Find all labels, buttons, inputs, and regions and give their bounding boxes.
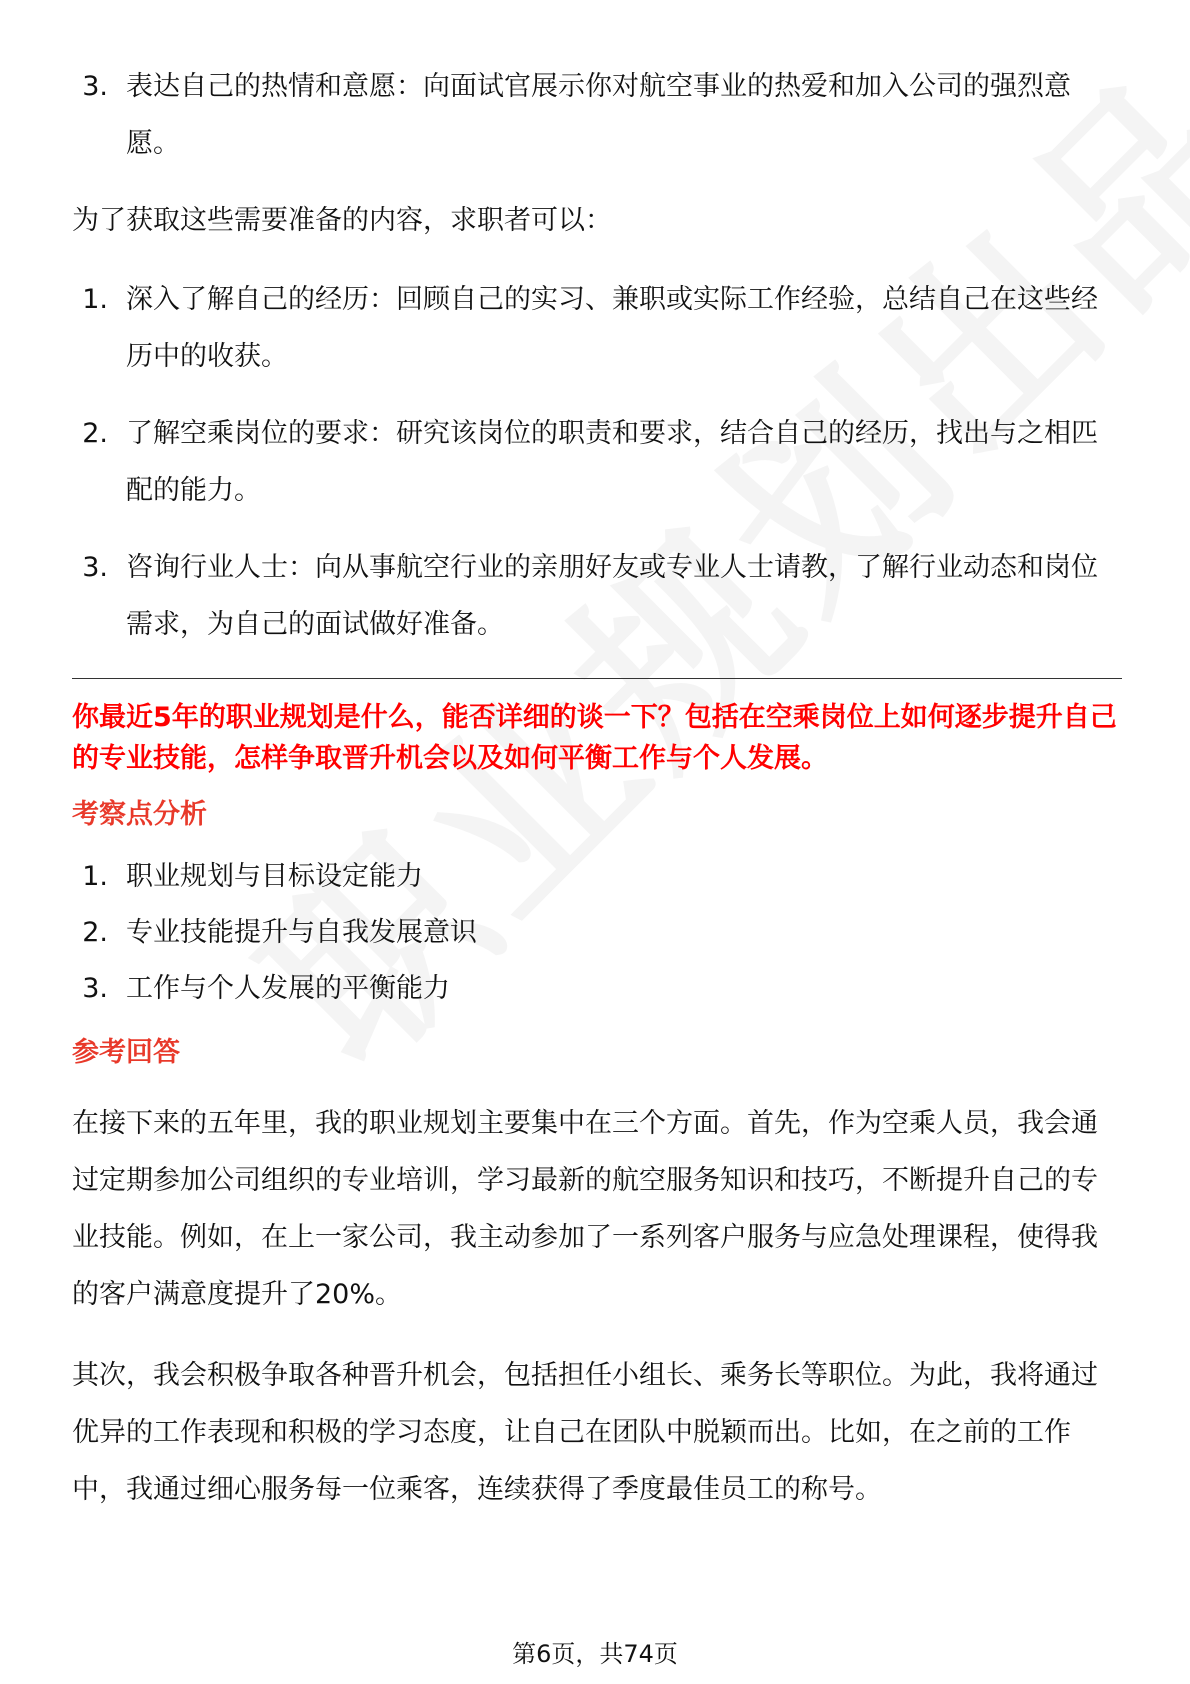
list-item bbox=[72, 271, 1122, 385]
list-item bbox=[72, 905, 1122, 961]
list-number: 2. bbox=[82, 917, 108, 948]
answer-paragraph: 其次，我会积极争取各种晋升机会，包括担任小组长、乘务长等职位。为此，我将通过优异的工作表现和积极的学习态度，让自己在团队中脱颖而出。比如，在之前的工作中，我通过细心服务每一位乘客，连续获得了季度最佳员工的称号。 bbox=[72, 1360, 1098, 1505]
list-item bbox=[72, 539, 1122, 653]
list-item bbox=[72, 405, 1122, 519]
intro-list bbox=[72, 58, 1122, 172]
list-item bbox=[72, 849, 1122, 905]
prep-intro: 为了获取这些需要准备的内容，求职者可以： bbox=[72, 205, 612, 236]
list-text: 咨询行业人士：向从事航空行业的亲朋好友或专业人士请教，了解行业动态和岗位需求，为自己的面试做好准备。 bbox=[126, 552, 1098, 640]
analysis-list bbox=[72, 849, 1122, 1017]
question-heading: 你最近5年的职业规划是什么，能否详细的谈一下？包括在空乘岗位上如何逐步提升自己的专业技能，怎样争取晋升机会以及如何平衡工作与个人发展。 bbox=[72, 702, 1117, 774]
list-number: 3. bbox=[82, 552, 108, 583]
divider bbox=[72, 678, 1122, 679]
list-number: 3. bbox=[82, 71, 108, 102]
list-item bbox=[72, 961, 1122, 1017]
list-text: 职业规划与目标设定能力 bbox=[126, 861, 423, 892]
list-number: 1. bbox=[82, 861, 108, 892]
list-item bbox=[72, 58, 1122, 172]
list-number: 3. bbox=[82, 973, 108, 1004]
list-text: 表达自己的热情和意愿：向面试官展示你对航空事业的热爱和加入公司的强烈意愿。 bbox=[126, 71, 1071, 159]
list-number: 1. bbox=[82, 284, 108, 315]
list-text: 专业技能提升与自我发展意识 bbox=[126, 917, 477, 948]
list-text: 深入了解自己的经历：回顾自己的实习、兼职或实际工作经验，总结自己在这些经历中的收获。 bbox=[126, 284, 1098, 372]
document-body bbox=[72, 58, 1122, 1518]
page-footer: 第6页，共74页 bbox=[512, 1640, 678, 1668]
list-text: 了解空乘岗位的要求：研究该岗位的职责和要求，结合自己的经历，找出与之相匹配的能力。 bbox=[126, 418, 1098, 506]
prep-list bbox=[72, 271, 1122, 653]
list-number: 2. bbox=[82, 418, 108, 449]
analysis-heading: 考察点分析 bbox=[72, 799, 207, 830]
list-text: 工作与个人发展的平衡能力 bbox=[126, 973, 450, 1004]
answer-paragraph: 在接下来的五年里，我的职业规划主要集中在三个方面。首先，作为空乘人员，我会通过定期参加公司组织的专业培训，学习最新的航空服务知识和技巧，不断提升自己的专业技能。例如，在上一家公司，我主动参加了一系列客户服务与应急处理课程，使得我的客户满意度提升了20%。 bbox=[72, 1108, 1098, 1310]
answer-heading: 参考回答 bbox=[72, 1037, 180, 1068]
